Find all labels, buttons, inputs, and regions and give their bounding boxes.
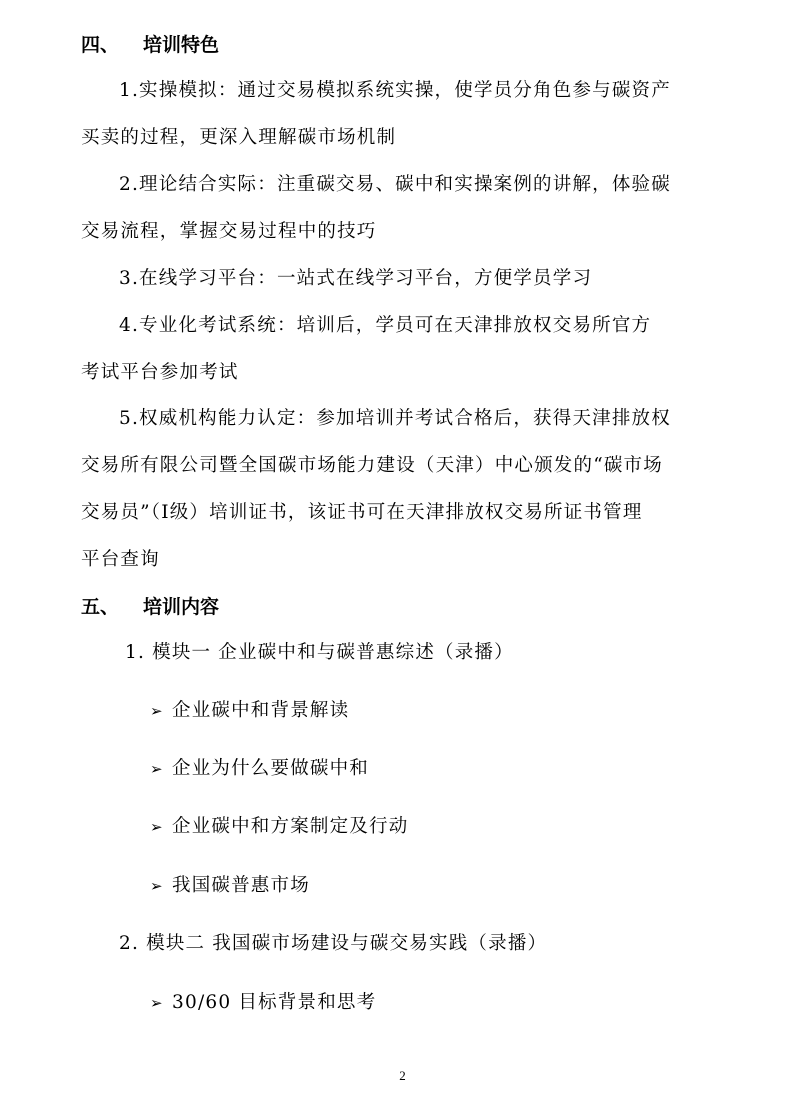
arrow-bullet-icon: ➢ xyxy=(150,877,164,895)
feature-item-2 xyxy=(81,161,705,255)
list-item xyxy=(150,874,310,898)
feature-item-3 xyxy=(81,255,705,302)
feature-line: 2.理论结合实际：注重碳交易、碳中和实操案例的讲解，体验碳 xyxy=(119,174,671,195)
arrow-bullet-icon: ➢ xyxy=(150,760,164,778)
list-item xyxy=(150,757,369,781)
section-title: 培训内容 xyxy=(143,596,220,618)
feature-line: 交易员”（I级）培训证书，该证书可在天津排放权交易所证书管理 xyxy=(81,502,643,523)
module-1-title: 1. 模块一 企业碳中和与碳普惠综述（录播） xyxy=(125,642,514,663)
section-title: 培训特色 xyxy=(143,34,220,56)
feature-line: 考试平台参加考试 xyxy=(81,362,239,383)
feature-line: 3.在线学习平台：一站式在线学习平台，方便学员学习 xyxy=(119,268,593,289)
feature-item-5 xyxy=(81,395,705,583)
list-item-text: 30/60 目标背景和思考 xyxy=(172,992,377,1013)
list-item-text: 我国碳普惠市场 xyxy=(172,875,310,896)
list-item xyxy=(150,991,376,1015)
list-item xyxy=(150,815,408,839)
section-number: 四、 xyxy=(81,34,120,56)
feature-item-4 xyxy=(81,302,705,396)
section-heading-content xyxy=(81,595,219,619)
module-2-title: 2. 模块二 我国碳市场建设与碳交易实践（录播） xyxy=(119,933,548,954)
section-heading-features xyxy=(81,33,219,57)
feature-item-1 xyxy=(81,67,705,161)
list-item xyxy=(150,699,349,723)
feature-line: 交易所有限公司暨全国碳市场能力建设（天津）中心颁发的“碳市场 xyxy=(81,455,663,476)
feature-line: 1.实操模拟：通过交易模拟系统实操，使学员分角色参与碳资产 xyxy=(119,80,671,101)
arrow-bullet-icon: ➢ xyxy=(150,994,164,1012)
feature-line: 5.权威机构能力认定：参加培训并考试合格后，获得天津排放权 xyxy=(119,408,671,429)
feature-line: 买卖的过程，更深入理解碳市场机制 xyxy=(81,127,397,148)
page-number: 2 xyxy=(399,1068,406,1083)
section-number: 五、 xyxy=(81,596,120,618)
feature-line: 平台查询 xyxy=(81,549,160,570)
arrow-bullet-icon: ➢ xyxy=(150,818,164,836)
feature-line: 4.专业化考试系统：培训后，学员可在天津排放权交易所官方 xyxy=(119,315,652,336)
list-item-text: 企业碳中和背景解读 xyxy=(172,700,350,721)
list-item-text: 企业碳中和方案制定及行动 xyxy=(172,816,409,837)
feature-line: 交易流程，掌握交易过程中的技巧 xyxy=(81,221,377,242)
list-item-text: 企业为什么要做碳中和 xyxy=(172,758,370,779)
arrow-bullet-icon: ➢ xyxy=(150,702,164,720)
